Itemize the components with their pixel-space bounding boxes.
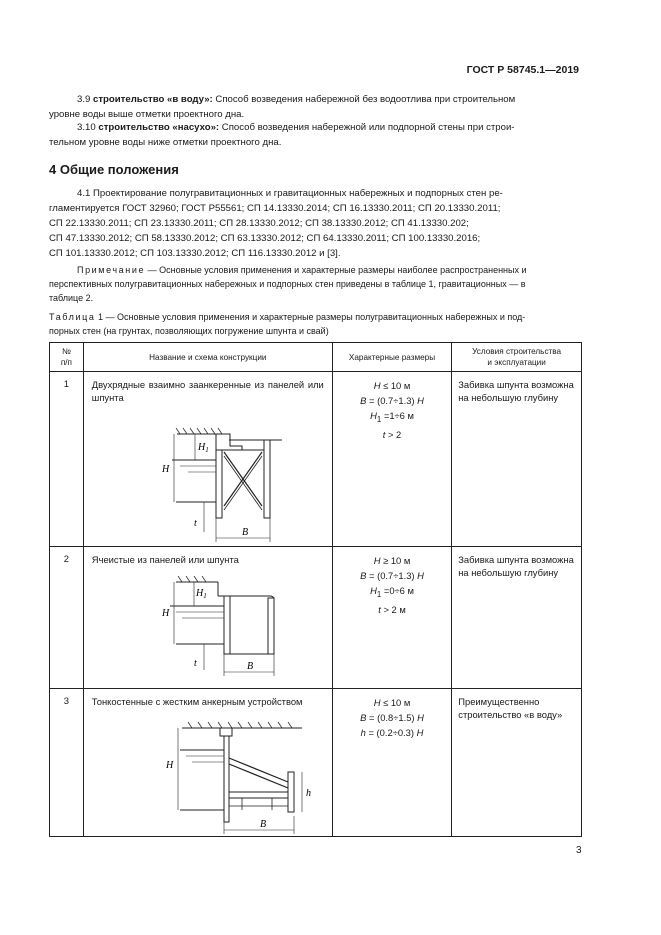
construction-conditions: Забивка шпунта возможна на небольшую глубину [452,547,582,689]
construction-name [83,372,332,547]
note-label: Примечание [77,265,146,275]
svg-text:t: t [193,658,197,669]
term-3-9 [49,92,583,122]
section-title: 4 Общие положения [49,162,179,177]
note [49,263,583,305]
standard-number: ГОСТ Р 58745.1—2019 [466,64,579,76]
construction-name [83,689,332,837]
table-caption-label: Таблица [49,312,96,322]
svg-text:H: H [161,608,170,619]
page-number: 3 [576,845,582,856]
svg-text:h: h [305,788,311,799]
table-caption [49,310,583,338]
table-row [50,372,582,547]
paragraph-line: СП 47.13330.2012; СП 58.13330.2012; СП 63.13330.2012; СП 64.13330.2011; СП 100.13330.2016; [49,233,481,244]
note-text: — Основные условия применения и характерные размеры наиболее распространенных и [145,265,527,275]
term-name: строительство «в воду»: [93,94,213,105]
scheme-thin-wall-rigid-anchor [92,710,324,836]
row-number: 2 [50,547,84,689]
construction-title: Ячеистые из панелей или шпунта [91,554,239,565]
term-definition-cont: уровне воды выше отметки проектного дна. [49,109,245,120]
table-header-row [50,343,582,372]
term-3-10 [49,120,583,150]
table-caption-text: 1 — Основные условия применения и характерные размеры полугравитационных набережных и под- [95,312,526,322]
dim-H-label: H [161,464,170,475]
paragraph-line: СП 22.13330.2011; СП 23.13330.2011; СП 28.13330.2012; СП 38.13330.2012; СП 41.13330.202; [49,218,469,229]
conditions-table [49,342,582,837]
scheme-cellular [92,568,324,683]
table-caption-text: порных стен (на грунтах, позволяющих погружение шпунта и свай) [49,326,329,336]
term-definition-cont: тельном уровне воды ниже отметки проектного дна. [49,137,282,148]
svg-text:H1: $H_1$ [195,588,207,600]
svg-text:H1: $H_1$ [197,442,209,454]
row-number: 3 [50,689,84,837]
table-row [50,547,582,689]
svg-text:H: H [165,760,174,771]
characteristic-sizes: H ≤ 10 м B = (0.8÷1.5) H h = (0.2÷0.3) H [332,689,451,837]
construction-title: Тонкостенные с жестким анкерным устройством [91,696,303,707]
scheme-double-row-anchored [92,406,324,546]
term-definition: Способ возведения набережной или подпорной стены при строи- [221,122,515,133]
term-name: строительство «насухо»: [98,122,220,133]
characteristic-sizes: H ≤ 10 м B = (0.7÷1.3) H $H_1 =1\div 6$ м t > 2 [332,372,451,547]
construction-conditions: Забивка шпунта возможна на небольшую глубину [452,372,582,547]
header-sizes: Характерные размеры [332,343,451,372]
term-definition: Способ возведения набережной без водоотлива при строительном [215,94,516,105]
paragraph-line: гламентируется ГОСТ 32960; ГОСТ Р55561; СП 14.13330.2014; СП 16.13330.2011; СП 20.13330.2011; [49,203,501,214]
term-number: 3.10 [77,122,96,133]
note-text: перспективных полугравитационных набережных и подпорных стен приведены в таблице 1, гравитационных — в [49,279,526,289]
row-number: 1 [50,372,84,547]
paragraph-line: 4.1 Проектирование полугравитационных и гравитационных набережных и подпорных стен ре- [77,188,503,199]
dim-t-label: t [193,518,197,529]
paragraph-line: СП 101.13330.2012; СП 103.13330.2012; СП 116.13330.2012 и [3]. [49,248,341,259]
note-text: таблице 2. [49,293,94,303]
table-row [50,689,582,837]
term-number: 3.9 [77,94,91,105]
svg-text:B: B [246,661,253,672]
construction-conditions: Преимущественно строительство «в воду» [452,689,582,837]
svg-text:B: B [259,819,266,830]
header-name: Название и схема конструкции [83,343,332,372]
header-conditions: Условия строительства и эксплуатации [452,343,582,372]
construction-name [83,547,332,689]
paragraph-4-1 [49,186,583,261]
construction-title: Двухрядные взаимно заанкеренные из панелей или шпунта [91,379,324,403]
characteristic-sizes: H ≥ 10 м B = (0.7÷1.3) H $H_1 =0\div 6$ м t > 2 м [332,547,451,689]
dim-B-label: B [241,527,248,538]
header-num: № п/п [50,343,84,372]
